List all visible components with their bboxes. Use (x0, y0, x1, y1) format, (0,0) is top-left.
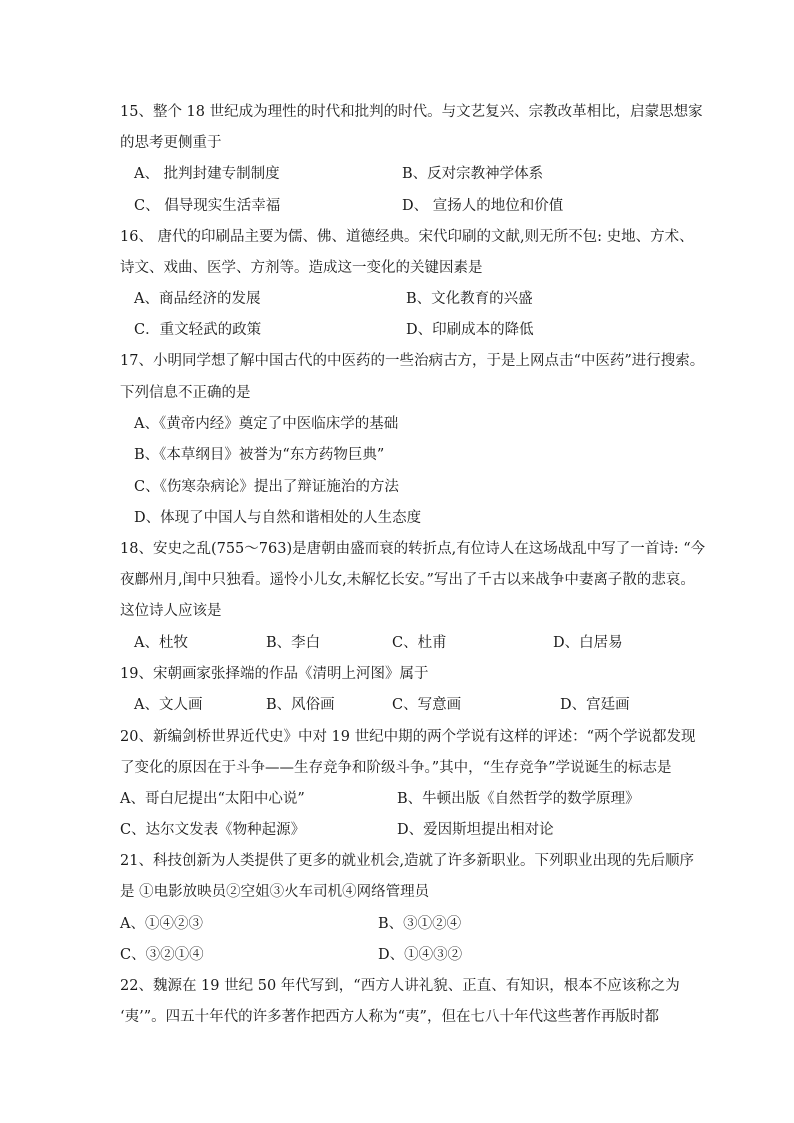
question-18-option-d: D、白居易 (553, 635, 623, 651)
question-20-option-d: D、爱因斯坦提出相对论 (397, 822, 554, 838)
question-16-stem-line-2: 诗文、戏曲、医学、方剂等。造成这一变化的关键因素是 (120, 260, 483, 276)
question-17-option-d: D、体现了中国人与自然和谐相处的人生态度 (134, 510, 422, 526)
question-22-stem-line-1: 22、魏源在 19 世纪 50 年代写到，“西方人讲礼貌、正直、有知识，根本不应该称之为 (120, 978, 680, 994)
question-17-option-a: A、《黄帝内经》奠定了中医临床学的基础 (134, 416, 399, 432)
question-16-option-d: D、印刷成本的降低 (406, 322, 534, 338)
question-16-option-c: C．重文轻武的政策 (134, 322, 262, 338)
question-17-option-b: B、《本草纲目》被誉为“东方药物巨典” (134, 447, 385, 463)
question-21-stem-line-2: 是 ①电影放映员②空姐③火车司机④网络管理员 (120, 884, 430, 900)
question-21-option-c: C、③②①④ (120, 947, 204, 963)
question-20-option-b: B、牛顿出版《自然哲学的数学原理》 (397, 791, 640, 807)
question-18-option-b: B、李白 (266, 635, 321, 651)
question-20-stem-line-1: 20、新编剑桥世界近代史》中对 19 世纪中期的两个学说有这样的评述：“两个学说都发现 (120, 729, 696, 745)
question-20-stem-line-2: 了变化的原因在于斗争——生存竞争和阶级斗争。”其中，“生存竞争”学说诞生的标志是 (120, 760, 672, 776)
question-16-option-b: B、文化教育的兴盛 (406, 291, 533, 307)
question-18-stem-line-3: 这位诗人应该是 (120, 603, 222, 619)
question-20-option-c: C、达尔文发表《物种起源》 (120, 822, 306, 838)
question-15-option-a: A、 批判封建专制制度 (134, 166, 280, 182)
question-19-option-d: D、宫廷画 (560, 697, 630, 713)
question-21-option-a: A、①④②③ (120, 916, 203, 932)
question-20-option-a: A、哥白尼提出“太阳中心说” (120, 791, 305, 807)
question-18-stem-line-2: 夜鄜州月,闺中只独看。遥怜小儿女,未解忆长安。”写出了千古以来战争中妻离子散的悲哀。 (120, 572, 695, 588)
question-19-option-a: A、文人画 (134, 697, 203, 713)
question-16-option-a: A、商品经济的发展 (134, 291, 261, 307)
question-15-option-b: B、反对宗教神学体系 (402, 166, 544, 182)
question-17-stem-line-2: 下列信息不正确的是 (120, 385, 251, 401)
question-18-option-c: C、杜甫 (392, 635, 447, 651)
question-19-option-b: B、风俗画 (266, 697, 335, 713)
question-19-option-c: C、写意画 (392, 697, 462, 713)
question-17-option-c: C、《伤寒杂病论》提出了辩证施治的方法 (134, 479, 399, 495)
question-21-option-b: B、③①②④ (378, 916, 462, 932)
question-22-stem-line-2: ‘夷’”。四五十年代的许多著作把西方人称为“夷”，但在七八十年代这些著作再版时都 (120, 1009, 659, 1025)
question-18-option-a: A、杜牧 (134, 635, 188, 651)
question-15-stem-line-1: 15、整个 18 世纪成为理性的时代和批判的时代。与文艺复兴、宗教改革相比，启蒙思想家 (120, 104, 703, 120)
question-21-option-d: D、①④③② (378, 947, 463, 963)
question-15-stem-line-2: 的思考更侧重于 (120, 135, 222, 151)
question-21-stem-line-1: 21、科技创新为人类提供了更多的就业机会,造就了许多新职业。下列职业出现的先后顺序 (120, 853, 695, 869)
question-18-stem-line-1: 18、安史之乱(755～763)是唐朝由盛而衰的转折点,有位诗人在这场战乱中写了一首诗: “今 (120, 541, 706, 557)
question-17-stem-line-1: 17、小明同学想了解中国古代的中医药的一些治病古方，于是上网点击“中医药”进行搜索。 (120, 353, 705, 369)
question-19-stem-line-1: 19、宋朝画家张择端的作品《清明上河图》属于 (120, 666, 429, 682)
question-15-option-c: C、 倡导现实生活幸福 (134, 198, 281, 214)
question-15-option-d: D、 宣扬人的地位和价值 (402, 198, 564, 214)
question-16-stem-line-1: 16、 唐代的印刷品主要为儒、佛、道德经典。宋代印刷的文献,则无所不包: 史地、方术、 (120, 229, 694, 245)
